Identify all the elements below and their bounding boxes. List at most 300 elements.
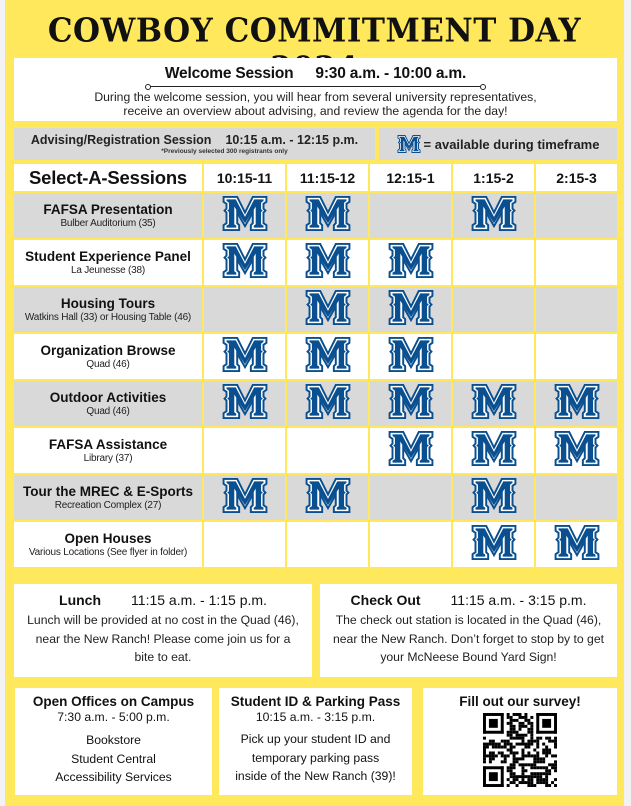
qr-module [521, 769, 524, 772]
qr-module [510, 719, 513, 722]
qr-module [530, 731, 533, 734]
qr-module [524, 754, 527, 757]
qr-module [536, 737, 539, 740]
session-label-cell [14, 475, 202, 520]
session-location: Recreation Complex (27) [54, 500, 162, 511]
qr-module [548, 749, 551, 752]
qr-module [516, 734, 519, 737]
qr-module [545, 769, 548, 772]
qr-module [519, 775, 522, 778]
qr-module [545, 751, 548, 754]
session-row [14, 334, 617, 379]
availability-cell [453, 334, 534, 379]
mcneese-m-logo-icon [221, 195, 269, 232]
qr-module [519, 728, 522, 731]
availability-cell [453, 522, 534, 567]
qr-module [542, 781, 545, 784]
availability-cell [370, 475, 451, 520]
qr-module [533, 749, 536, 752]
qr-module [530, 737, 533, 740]
qr-module [521, 775, 524, 778]
page-title: COWBOY COMMITMENT DAY [47, 12, 582, 50]
qr-module [533, 760, 536, 763]
qr-module [527, 754, 530, 757]
availability-cell [370, 334, 451, 379]
qr-module [521, 754, 524, 757]
qr-module [536, 754, 539, 757]
session-label-cell [14, 193, 202, 238]
qr-module [530, 754, 533, 757]
availability-cell [204, 287, 285, 332]
availability-cell [204, 475, 285, 520]
qr-module [507, 734, 510, 737]
qr-module [536, 778, 539, 781]
session-label-cell [14, 240, 202, 285]
qr-module [513, 778, 516, 781]
qr-module [527, 751, 530, 754]
lunch-description-line: near the New Ranch! Please come join us for a [35, 631, 291, 646]
qr-module [495, 746, 498, 749]
qr-module [554, 763, 557, 766]
qr-module [498, 743, 501, 746]
qr-module [507, 740, 510, 743]
qr-module [513, 760, 516, 763]
qr-module [521, 778, 524, 781]
session-name: Tour the MREC & E-Sports [23, 484, 193, 499]
qr-module [489, 772, 498, 781]
qr-module [510, 746, 513, 749]
qr-module [519, 716, 522, 719]
qr-module [507, 743, 510, 746]
qr-module [483, 766, 504, 769]
qr-module [492, 746, 495, 749]
qr-module [524, 743, 527, 746]
offices-title: Open Offices on Campus [32, 694, 195, 709]
qr-module [554, 754, 557, 757]
qr-module [513, 757, 516, 760]
qr-module [527, 746, 530, 749]
qr-module [483, 713, 504, 716]
qr-module [510, 737, 513, 740]
qr-module [533, 763, 536, 766]
qr-module [551, 763, 554, 766]
qr-module [524, 746, 527, 749]
qr-module [524, 713, 527, 716]
time-slot-header: 10:15-11 [204, 164, 285, 191]
qr-module [501, 713, 504, 734]
qr-module [510, 716, 513, 719]
qr-module [492, 754, 495, 757]
availability-cell [287, 334, 368, 379]
idpass-description-line: temporary parking pass [251, 750, 380, 765]
qr-module [539, 760, 542, 763]
session-name: FAFSA Assistance [48, 437, 168, 452]
availability-cell [287, 381, 368, 426]
survey-box [423, 688, 617, 795]
qr-module [554, 778, 557, 781]
qr-module [548, 737, 551, 740]
lunch-title: Lunch [59, 592, 102, 608]
session-row [14, 193, 617, 238]
qr-module [554, 784, 557, 787]
session-location: Library (37) [83, 453, 133, 464]
mcneese-m-logo-icon [470, 477, 518, 514]
qr-module [521, 743, 524, 746]
mcneese-m-logo-icon [470, 195, 518, 232]
qr-module [542, 778, 545, 781]
qr-module [530, 734, 533, 737]
qr-module [554, 737, 557, 740]
qr-module [483, 766, 486, 787]
availability-cell [370, 381, 451, 426]
qr-module [483, 751, 486, 754]
qr-module [530, 716, 533, 719]
qr-module [524, 725, 527, 728]
qr-module [524, 716, 527, 719]
mcneese-m-logo-icon [470, 430, 518, 467]
mcneese-m-logo-icon [304, 289, 352, 326]
qr-module [545, 778, 548, 781]
welcome-description [14, 90, 617, 118]
qr-module [524, 734, 527, 737]
qr-module [539, 781, 542, 784]
qr-module [521, 772, 524, 775]
qr-module [530, 725, 533, 728]
qr-module [536, 743, 539, 746]
qr-module [527, 778, 530, 781]
qr-module [527, 740, 530, 743]
qr-module [521, 766, 524, 769]
welcome-description-line: During the welcome session, you will hear from several university representatives, [94, 90, 537, 104]
availability-cell [287, 428, 368, 473]
qr-module [483, 746, 486, 749]
qr-module [516, 713, 519, 716]
qr-module [510, 763, 513, 766]
qr-module [527, 728, 530, 731]
qr-module [527, 731, 530, 734]
qr-module [536, 772, 539, 775]
qr-module [521, 751, 524, 754]
qr-module [519, 743, 522, 746]
qr-module [530, 778, 533, 781]
qr-module [551, 740, 554, 743]
qr-module [519, 763, 522, 766]
qr-module [536, 775, 539, 778]
qr-module [510, 743, 513, 746]
qr-module [507, 749, 510, 752]
idpass-description-line: inside of the New Ranch (39)! [235, 769, 396, 783]
qr-module [483, 749, 486, 752]
qr-module [521, 757, 524, 760]
mcneese-m-logo-icon [304, 195, 352, 232]
time-slot-header: 11:15-12 [287, 164, 368, 191]
session-location: Quad (46) [86, 359, 130, 370]
qr-module [516, 775, 519, 778]
qr-module [545, 781, 548, 784]
availability-cell [536, 193, 617, 238]
qr-module [513, 728, 516, 731]
qr-module [510, 772, 513, 775]
qr-module [513, 746, 516, 749]
qr-module [507, 769, 510, 772]
qr-module [510, 728, 513, 731]
qr-module [530, 772, 533, 775]
qr-module [498, 751, 501, 754]
qr-module [486, 754, 489, 757]
qr-module [533, 740, 536, 743]
qr-module [542, 743, 545, 746]
availability-cell [453, 428, 534, 473]
session-row [14, 240, 617, 285]
session-row [14, 428, 617, 473]
qr-module [536, 751, 539, 754]
qr-module [516, 760, 519, 763]
qr-module [545, 754, 548, 757]
qr-module [510, 769, 513, 772]
qr-module [513, 775, 516, 778]
qr-module [533, 766, 536, 769]
qr-module [542, 749, 545, 752]
qr-module [519, 734, 522, 737]
qr-module [527, 719, 530, 722]
session-name: Open Houses [64, 531, 152, 546]
mcneese-m-logo-icon [387, 242, 435, 279]
qr-module [498, 746, 501, 749]
qr-module [536, 713, 557, 716]
availability-cell [536, 475, 617, 520]
office-item: Student Central [71, 751, 156, 766]
qr-module [489, 751, 492, 754]
qr-module [513, 719, 516, 722]
qr-module [527, 722, 530, 725]
availability-cell [536, 381, 617, 426]
qr-module [513, 725, 516, 728]
qr-module [548, 769, 551, 772]
availability-cell [370, 287, 451, 332]
qr-module [530, 740, 533, 743]
mcneese-m-logo-icon [553, 430, 601, 467]
qr-module [516, 719, 519, 722]
qr-module [536, 746, 539, 749]
lunch-description [14, 611, 312, 667]
qr-module [554, 760, 557, 763]
qr-module [521, 740, 524, 743]
mcneese-m-logo-icon [304, 336, 352, 373]
qr-module [527, 775, 530, 778]
availability-cell [370, 522, 451, 567]
qr-module [513, 754, 516, 757]
qr-module [516, 737, 519, 740]
qr-module [536, 766, 539, 769]
availability-cell [536, 522, 617, 567]
availability-cell [370, 193, 451, 238]
availability-cell [536, 428, 617, 473]
advising-time: 10:15 a.m. - 12:15 p.m. [225, 133, 359, 147]
qr-module [519, 757, 522, 760]
open-offices-box [15, 688, 212, 795]
qr-module [542, 757, 545, 760]
qr-module [521, 763, 524, 766]
mcneese-m-logo-icon [221, 242, 269, 279]
mcneese-m-logo-icon [470, 383, 518, 420]
qr-module [548, 740, 551, 743]
idpass-description-line: Pick up your student ID and [240, 732, 391, 746]
checkout-box [320, 584, 617, 677]
qr-module [495, 754, 498, 757]
mcneese-m-logo-icon [470, 524, 518, 561]
qr-module [536, 760, 539, 763]
qr-module [524, 769, 527, 772]
availability-cell [453, 287, 534, 332]
qr-module [516, 757, 519, 760]
qr-module [510, 731, 513, 734]
qr-module [489, 757, 492, 760]
qr-module [519, 781, 522, 784]
qr-module [507, 754, 510, 757]
mcneese-m-logo-icon [387, 336, 435, 373]
qr-module [539, 772, 542, 775]
welcome-title: Welcome Session [164, 65, 294, 82]
time-slot-header: 12:15-1 [370, 164, 451, 191]
session-location: Various Locations (See flyer in folder) [28, 547, 188, 558]
time-slot-header: 2:15-3 [536, 164, 617, 191]
session-name: Housing Tours [60, 296, 156, 311]
select-a-sessions-table [12, 162, 619, 569]
qr-module [483, 784, 504, 787]
qr-module [489, 719, 498, 728]
qr-module [504, 740, 507, 743]
offices-list [15, 731, 212, 787]
qr-module [536, 781, 539, 784]
qr-module [554, 766, 557, 769]
qr-module [530, 775, 533, 778]
session-name: Outdoor Activities [49, 390, 167, 405]
availability-legend [379, 128, 617, 160]
qr-module [551, 754, 554, 757]
mcneese-m-logo-icon [221, 477, 269, 514]
qr-module [507, 731, 510, 734]
qr-module [524, 719, 527, 722]
availability-cell [536, 240, 617, 285]
qr-module [530, 728, 533, 731]
qr-module [545, 775, 548, 778]
welcome-session-box [14, 58, 617, 121]
qr-module [548, 751, 551, 754]
qr-module [521, 749, 524, 752]
qr-module [530, 722, 533, 725]
checkout-description-line: The check out station is located in the Quad (46), [335, 613, 602, 627]
qr-module [545, 766, 548, 769]
qr-module [539, 737, 542, 740]
qr-module [507, 784, 510, 787]
qr-module [510, 725, 513, 728]
student-id-parking-box [219, 688, 412, 795]
session-row [14, 522, 617, 567]
qr-module [524, 781, 527, 784]
mcneese-m-logo-icon [304, 383, 352, 420]
qr-module [524, 775, 527, 778]
qr-module [545, 749, 548, 752]
session-name: Organization Browse [40, 343, 176, 358]
qr-module [545, 746, 548, 749]
mcneese-m-logo-icon [387, 430, 435, 467]
qr-module [521, 781, 524, 784]
qr-module [548, 763, 551, 766]
qr-module [501, 740, 504, 743]
qr-module [483, 757, 486, 760]
qr-module [516, 751, 519, 754]
qr-module [486, 743, 489, 746]
qr-module [548, 784, 551, 787]
qr-module [539, 775, 542, 778]
qr-module [492, 740, 495, 743]
qr-module [507, 766, 510, 769]
qr-module [504, 754, 507, 757]
qr-module [551, 781, 554, 784]
qr-module [501, 746, 504, 749]
qr-module [504, 743, 507, 746]
qr-module [533, 784, 536, 787]
qr-code-icon[interactable] [483, 713, 557, 787]
mcneese-m-logo-icon [304, 242, 352, 279]
qr-module [536, 713, 539, 734]
qr-module [504, 746, 507, 749]
qr-module [539, 766, 542, 769]
availability-cell [204, 334, 285, 379]
qr-module [536, 757, 539, 760]
session-name: FAFSA Presentation [43, 202, 173, 217]
availability-cell [287, 475, 368, 520]
welcome-time: 9:30 a.m. - 10:00 a.m. [315, 65, 467, 82]
availability-cell [453, 240, 534, 285]
qr-module [545, 737, 548, 740]
qr-module [513, 766, 516, 769]
availability-cell [453, 381, 534, 426]
qr-module [507, 722, 510, 725]
lunch-description-line: Lunch will be provided at no cost in the Quad (46), [27, 613, 299, 627]
qr-module [489, 754, 492, 757]
checkout-description [320, 611, 617, 667]
checkout-description-line: near the New Ranch. Don’t forget to stop by to get [333, 631, 604, 646]
session-row [14, 381, 617, 426]
qr-module [521, 716, 524, 719]
qr-module [530, 781, 533, 784]
availability-cell [287, 193, 368, 238]
qr-module [504, 757, 507, 760]
availability-cell [453, 475, 534, 520]
qr-module [548, 772, 551, 775]
qr-module [536, 731, 557, 734]
mcneese-m-logo-icon [553, 383, 601, 420]
availability-cell [287, 287, 368, 332]
qr-module [483, 760, 486, 763]
checkout-title: Check Out [350, 592, 421, 608]
qr-module [539, 778, 542, 781]
survey-title: Fill out our survey! [459, 694, 581, 709]
qr-module [513, 772, 516, 775]
qr-module [527, 784, 530, 787]
mcneese-m-logo-icon [397, 134, 421, 154]
qr-module [527, 743, 530, 746]
office-item: Bookstore [86, 733, 141, 747]
qr-module [501, 760, 504, 763]
qr-module [501, 766, 504, 787]
qr-module [489, 743, 492, 746]
qr-module [545, 784, 548, 787]
qr-module [510, 734, 513, 737]
idpass-title: Student ID & Parking Pass [230, 694, 401, 709]
session-label-cell [14, 381, 202, 426]
